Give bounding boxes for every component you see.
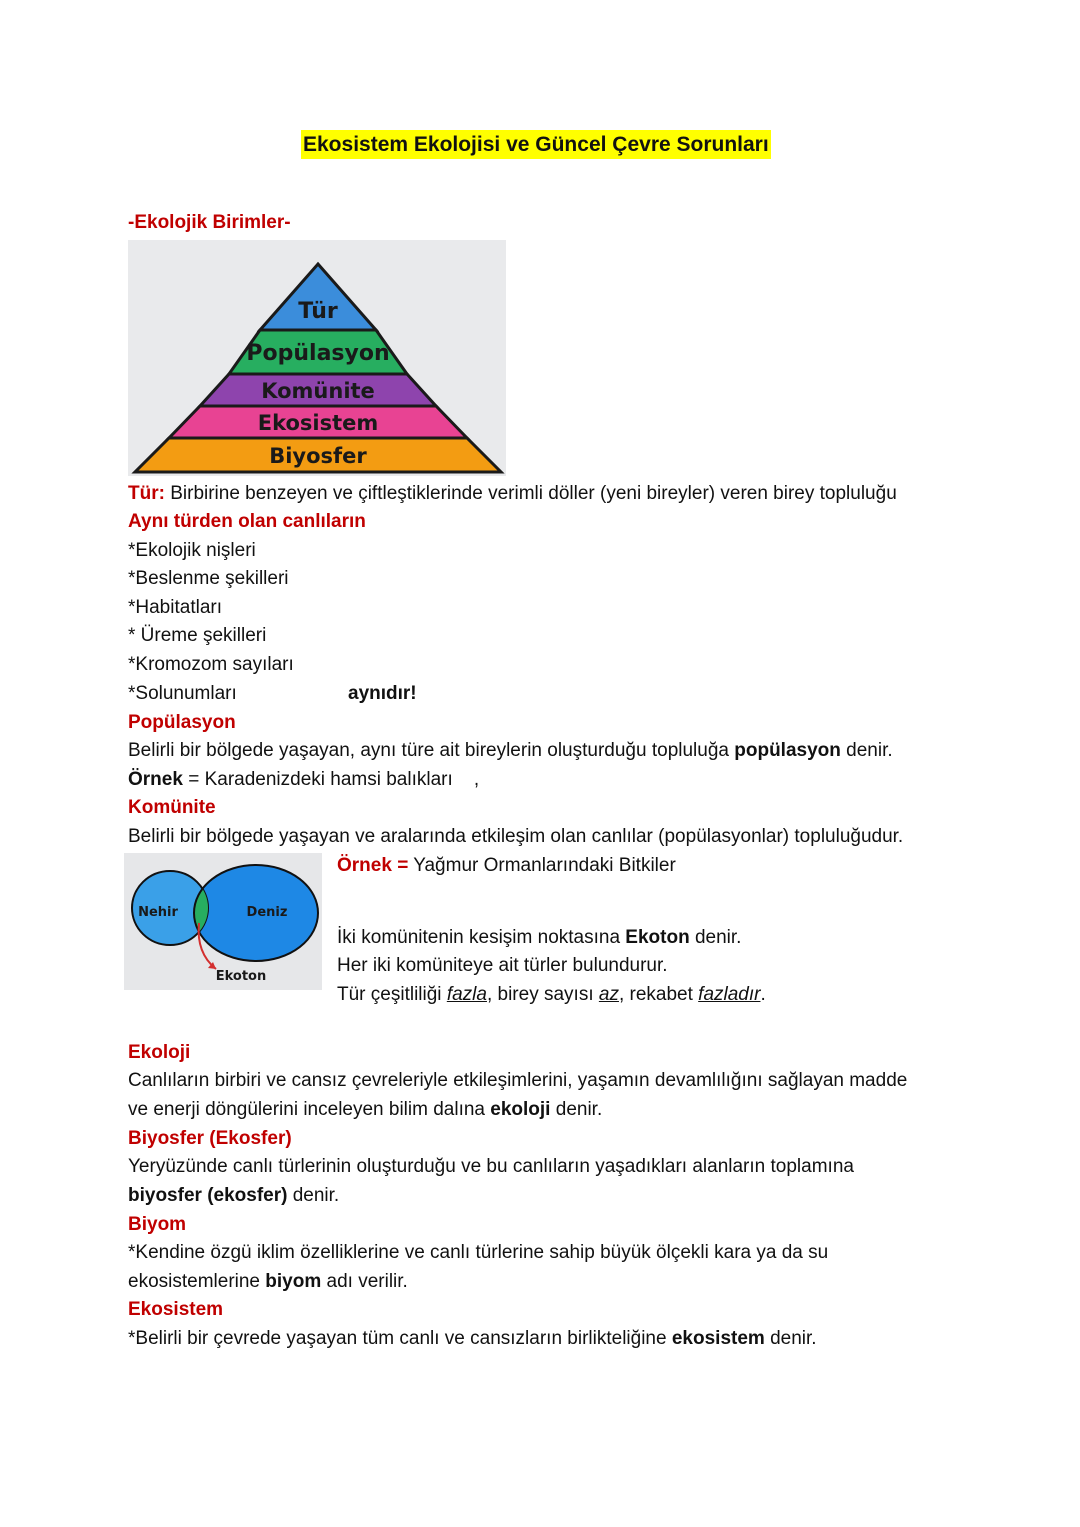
- ekoloji-l2-pre: ve enerji döngülerini inceleyen bilim dalına: [128, 1099, 491, 1120]
- pyramid-svg: [128, 240, 506, 476]
- biyom-line-1: *Kendine özgü iklim özelliklerine ve canlı türlerine sahip büyük ölçekli kara ya da su: [128, 1242, 829, 1263]
- ekoloji-heading: Ekoloji: [128, 1042, 191, 1063]
- biyosfer-heading: Biyosfer (Ekosfer): [128, 1128, 292, 1149]
- komunite-example: [337, 852, 676, 880]
- ekosistem-l1-bold: ekosistem: [671, 1328, 765, 1349]
- list-item: *Beslenme şekilleri: [128, 568, 289, 589]
- populasyon-example: [128, 766, 479, 794]
- biyosfer-line-2: [128, 1182, 339, 1210]
- ecological-units-pyramid: [128, 240, 506, 476]
- biyosfer-l2-post: denir.: [287, 1185, 340, 1206]
- page-title: Ekosistem Ekolojisi ve Güncel Çevre Sorunları: [301, 130, 771, 159]
- ekoton-l1-post: denir.: [689, 927, 742, 948]
- ekoloji-l2-post: denir.: [550, 1099, 603, 1120]
- ekoton-l3-a: Tür çeşitliliği: [337, 984, 447, 1005]
- ekoloji-line-1: Canlıların birbiri ve cansız çevreleriyle etkileşimlerini, yaşamın devamlılığını sağlayan madde: [128, 1070, 908, 1091]
- venn-label-nehir: Nehir: [138, 905, 178, 920]
- ornek-text: = Karadenizdeki hamsi balıkları ,: [182, 769, 480, 790]
- ekoton-l3-c: , rekabet: [618, 984, 699, 1005]
- aynidir-note: aynıdır!: [348, 683, 417, 704]
- populasyon-heading: Popülasyon: [128, 712, 236, 733]
- biyosfer-line-1: Yeryüzünde canlı türlerinin oluşturduğu ve bu canlıların yaşadıkları alanların toplamına: [128, 1156, 854, 1177]
- ekoton-definition: [337, 924, 741, 952]
- populasyon-definition: [128, 737, 893, 765]
- ekoton-az: az: [598, 984, 619, 1005]
- biyosfer-l2-bold: biyosfer (ekosfer): [128, 1185, 288, 1206]
- komunite-ornek-text: Yağmur Ormanlarındaki Bitkiler: [408, 855, 676, 876]
- ekosistem-l1-post: denir.: [764, 1328, 817, 1349]
- tur-label: Tür:: [128, 483, 165, 504]
- ekosistem-l1-pre: *Belirli bir çevrede yaşayan tüm canlı ve cansızların birlikteliğine: [128, 1328, 672, 1349]
- ekosistem-line-1: [128, 1325, 817, 1353]
- ekoton-species: Her iki komüniteye ait türler bulundurur.: [337, 955, 668, 976]
- populasyon-def-pre: Belirli bir bölgede yaşayan, aynı türe ait bireylerin oluşturduğu topluluğa: [128, 740, 735, 761]
- ekoton-l1-pre: İki komünitenin kesişim noktasına: [337, 927, 626, 948]
- list-item: *Habitatları: [128, 597, 222, 618]
- ecotone-venn-diagram: [124, 853, 322, 990]
- ekoton-l3-d: .: [760, 984, 766, 1005]
- ekoton-fazladir: fazladır: [698, 984, 761, 1005]
- biyom-l2-pre: ekosistemlerine: [128, 1271, 266, 1292]
- list-item: *Solunumları: [128, 683, 237, 704]
- komunite-heading: Komünite: [128, 797, 216, 818]
- populasyon-def-post: denir.: [840, 740, 893, 761]
- tur-definition: [128, 480, 897, 508]
- list-item: *Kromozom sayıları: [128, 654, 294, 675]
- ekoton-l1-bold: Ekoton: [625, 927, 690, 948]
- populasyon-def-bold: popülasyon: [734, 740, 841, 761]
- ekosistem-heading: Ekosistem: [128, 1299, 224, 1320]
- ekoton-fazla: fazla: [446, 984, 487, 1005]
- pyramid-label-komunite: Komünite: [261, 379, 375, 403]
- venn-svg: [124, 853, 322, 990]
- tur-definition-text: Birbirine benzeyen ve çiftleştiklerinde verimli döller (yeni bireyler) veren birey topluluğu: [164, 483, 897, 504]
- ekoloji-l2-bold: ekoloji: [490, 1099, 551, 1120]
- biyom-l2-post: adı verilir.: [321, 1271, 408, 1292]
- pyramid-label-ekosistem: Ekosistem: [257, 411, 379, 435]
- ekoloji-line-2: [128, 1096, 602, 1124]
- komunite-ornek-label: Örnek =: [337, 855, 409, 876]
- pyramid-label-biyosfer: Biyosfer: [269, 444, 367, 468]
- ekoton-l3-b: , birey sayısı: [486, 984, 599, 1005]
- pyramid-label-tur: Tür: [298, 299, 338, 324]
- list-item: * Üreme şekilleri: [128, 625, 267, 646]
- venn-label-ekoton: Ekoton: [215, 969, 267, 984]
- ekoton-properties: [337, 981, 766, 1009]
- pyramid-label-populasyon: Popülasyon: [246, 341, 390, 366]
- biyom-line-2: [128, 1268, 408, 1296]
- ekolojik-birimler-heading: -Ekolojik Birimler-: [128, 212, 291, 233]
- ornek-label: Örnek: [128, 769, 183, 790]
- biyom-heading: Biyom: [128, 1214, 187, 1235]
- venn-label-deniz: Deniz: [246, 905, 288, 920]
- biyom-l2-bold: biyom: [265, 1271, 322, 1292]
- list-item: *Ekolojik nişleri: [128, 540, 256, 561]
- same-species-heading: Aynı türden olan canlıların: [128, 511, 366, 532]
- komunite-definition: Belirli bir bölgede yaşayan ve aralarında etkileşim olan canlılar (popülasyonlar) topluluğudur.: [128, 826, 904, 847]
